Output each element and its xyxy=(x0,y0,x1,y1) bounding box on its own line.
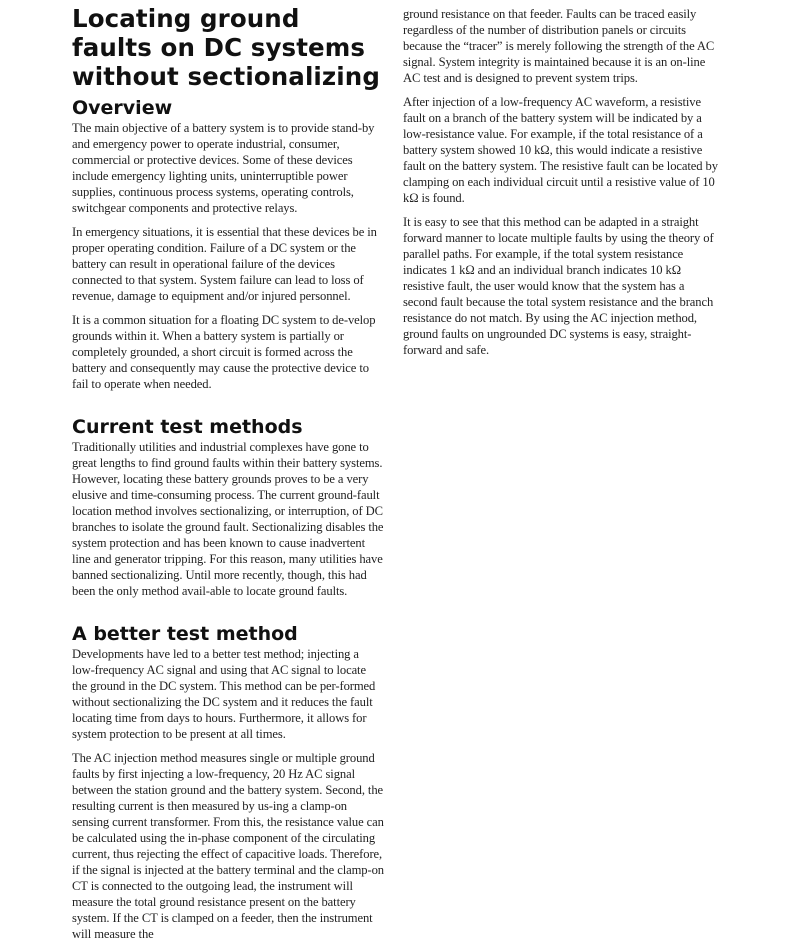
paragraph: ground resistance on that feeder. Faults can be traced easily regardless of the number of distribution panels or circuits because the “tracer” is merely following the strength of the AC signal. System integrity is maintained because it is an on-line AC test and is designed to prevent system trips. xyxy=(403,7,715,85)
section-heading-better-test-method: A better test method xyxy=(72,623,298,645)
paragraph: In emergency situations, it is essential that these devices be in proper operating condition. Failure of a DC system or the battery can result in operational failure of the devices connected to that system. System failure can lead to loss of revenue, damage to equipment and/or injured personnel. xyxy=(72,225,377,303)
paragraph: The AC injection method measures single or multiple ground faults by first injecting a low-frequency, 20 Hz AC signal between the station ground and the battery system. Second, the resulting current is then measured by us-ing a clamp-on sensing current transformer. From this, the resistance value can be calculated using the in-phase component of the circulating current, thus rejecting the effect of capacitive loads. Therefore, if the signal is injected at the battery terminal and the clamp-on CT is connected to the outgoing lead, the instrument will measure the total ground resistance present on the battery system. If the CT is clamped on a feeder, then the instrument will measure the xyxy=(72,751,384,941)
paragraph: It is a common situation for a floating DC system to de-velop grounds within it. When a battery system is partially or completely grounded, a short circuit is formed across the battery and consequently may cause the protective device to fail to operate when needed. xyxy=(72,313,376,391)
page-title: Locating ground faults on DC systems without sectionalizing xyxy=(72,4,380,91)
section-gap xyxy=(72,400,384,416)
left-column xyxy=(72,0,384,950)
paragraph: The main objective of a battery system is to provide stand-by and emergency power to operate industrial, consumer, commercial or protective devices. Some of these devices include emergency lighting units, uninterruptible power supplies, continuous process systems, operating controls, switchgear components and protective relays. xyxy=(72,121,375,215)
right-column xyxy=(403,6,719,366)
paragraph: After injection of a low-frequency AC waveform, a resistive fault on a branch of the battery system will be indicated by a low-resistance value. For example, if the total resistance of a battery system showed 10 kΩ, this would indicate a resistive fault on the battery system. The resistive fault can be located by clamping on each individual circuit until a resistive value of 10 kΩ is found. xyxy=(403,95,718,205)
paragraph: Developments have led to a better test method; injecting a low-frequency AC signal and using that AC signal to locate the ground in the DC system. This method can be per-formed without sectionalizing the DC system and it reduces the fault locating time from days to hours. Furthermore, it allows for system protection to be present at all times. xyxy=(72,647,376,741)
paragraph: Traditionally utilities and industrial complexes have gone to great lengths to find ground faults within their battery systems. However, locating these battery grounds proves to be a very elusive and time-consuming process. The current ground-fault location method involves sectionalizing, or interruption, of DC branches to isolate the ground fault. Sectionalizing disables the system protection and has been known to cause inadvertent line and generator tripping. For this reason, many utilities have banned sectionalizing. Until more recently, though, this had been the only method avail-able to locate ground faults. xyxy=(72,440,384,598)
paragraph: It is easy to see that this method can be adapted in a straight forward manner to locate multiple faults by using the theory of parallel paths. For example, if the total system resistance indicates 1 kΩ and an individual branch indicates 10 kΩ resistive fault, the user would know that the system has a second fault because the total system resistance and the branch resistance do not match. By using the AC injection method, ground faults on ungrounded DC systems is easy, straight-forward and safe. xyxy=(403,215,714,357)
section-heading-current-test-methods: Current test methods xyxy=(72,416,303,438)
section-gap xyxy=(72,607,384,623)
section-heading-overview: Overview xyxy=(72,97,173,119)
